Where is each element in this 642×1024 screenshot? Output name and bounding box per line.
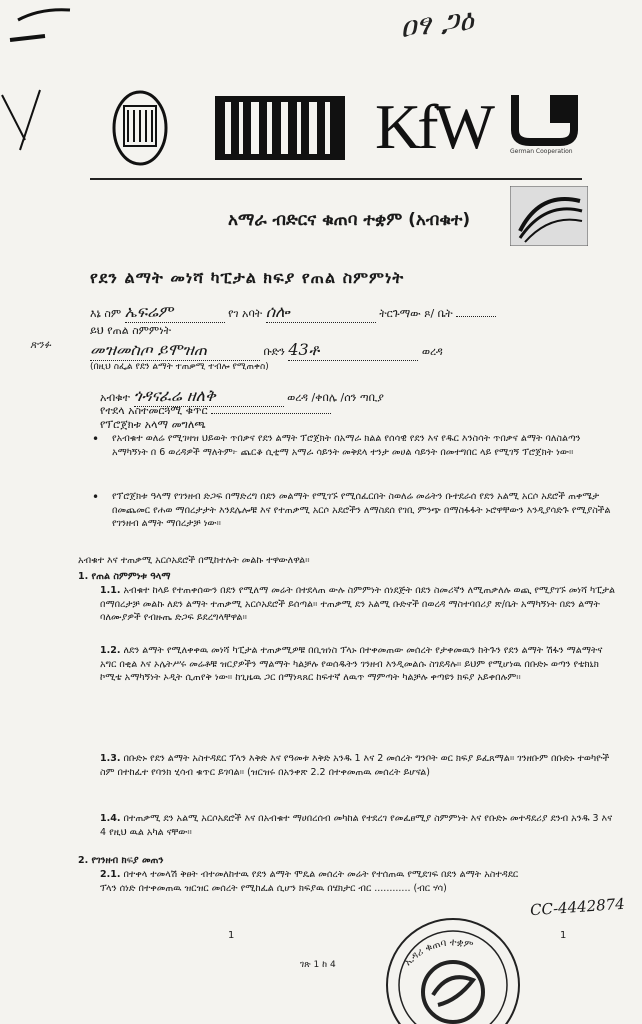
acsi-branch-value: ጎዳናፈሬ ዘለቅ [134, 386, 284, 407]
father-name-label: የገ አባት [228, 307, 263, 320]
bars-logo [215, 88, 345, 168]
form-line-7: የፕሮጀክቱ አላማ መግለጫ [100, 418, 206, 431]
bullet-dot-1: • [92, 432, 100, 446]
reference-number: CC-4442874 [529, 894, 626, 920]
woreda-label: ወረዳ [421, 345, 443, 358]
german-cooperation-logo [510, 90, 590, 170]
official-stamp [378, 900, 528, 1024]
office-blank [456, 316, 496, 317]
group-label: ቡድን [263, 345, 285, 358]
form-line-1 [90, 302, 496, 323]
intro-paragraph: አብቁተ እና ተጠቃሚ አርሶአደሮች በሚከተሉት መልኩ ተዋውለዋል። [78, 555, 310, 566]
footer-number-right: 1 [560, 930, 567, 941]
section-2-title: 2. የገንዘብ ክፍያ መጠን [78, 855, 164, 866]
clause-2-1-text: በተቀላ ተመላሽ ቅፀት ብተመለከተዉ የደን ልማት ሞዴል መሰረት መሬት የተሰጠዉ የሚደገፍ በደን ልማት አስተዳደር ፕላን ሰነድ በተቀመጠዉ ዝርዝር መሰረት የሚከፈል ሲሆን ክፍያዉ በሄክታር ብር ............ (ብር ሃሳ) [100, 869, 519, 894]
clause-1-2-text: ለደን ልማት የሚለቀቀዉ መነሻ ካፒታል ተጠቃሚዎቹ በቢዝነስ ፕላኑ በተቀመጠው መሰረት የታቀመዉን ከትጉን የደን ልማት ሽፋን ማልማትና አግር በቂል እና ኦሌትሥሩ መሬቶቹ ዝርያዎችን ማልማት ካልቻሉ የወሰዱትን ገንዘብ እንዲመልሱ ስገደዳሉ። ይህም የሚሆነዉ በቡድኑ ወጣን የቴክኒክ ኮሚቴ አማካኝነት ኦዲት ሲጠየቅ ነው። ከጊዜዉ ጋር በማነጻጸር ከፍተኛ ለዉጥ ማምጣት ካልቻሉ ቀጣዩን ክፍያ አይቀበሉም። [100, 645, 603, 683]
form-line-3 [90, 340, 443, 361]
office-label: ትርጉማው ጾ/ ቤት [379, 307, 453, 320]
cooperation-caption: German Cooperation [510, 148, 573, 155]
organization-name: አማራ ብድርና ቁጠባ ተቋም (አብቁተ) [228, 210, 471, 230]
handwritten-annotation-top: ዐፃ ጋዕ [398, 2, 476, 45]
bullet-text-1: የአብቁተ ወለሬ የሚገዛዝ ህይወት ጥበቃና የደን ልማት ፕሮጀክት በአማራ ክልል የሰሳዊ የደን እና የዱር እንስሳት ጥበቃና ልማት ባለስልጣን አማካኝነት በ 6 ወረዳዎች ማለትም፦ ጨርቆ ሲቲማ አማራ ሳይንት መቅደላ ተንታ መሀል ሳይንት በመተግበር ላይ የሚገኝ ፕሮጀክት ነው። [112, 433, 581, 458]
header-rule [90, 178, 582, 180]
clause-1-4 [100, 812, 620, 839]
clause-2-1 [100, 868, 520, 895]
clause-1-4-number: 1.4. [100, 813, 121, 824]
footer-number-left: 1 [228, 930, 235, 941]
clause-2-1-number: 2.1. [100, 869, 121, 880]
acsi-branch-suffix: ወረዳ /ቀበሌ /ሰን ጣቢያ [287, 391, 384, 404]
amhara-seal-logo [110, 88, 170, 168]
group-value: 43ቶ [288, 340, 418, 361]
kebele-value: መዝመስጦ ይሞዝጠ [90, 340, 260, 361]
bullet-dot-2: • [92, 490, 100, 504]
cooperation-mark-icon [510, 90, 580, 146]
clause-1-2-number: 1.2. [100, 645, 121, 656]
bullet-text-2: የፕሮጀክቱ ዓላማ የገንዘብ ድጋፍ በማድረግ በደን መልማት የሚገኙ የሚሰፈርበት ስወለሬ መሬትን ቡተደራሰ የደን አልሚ አርሶ አደሮች ጠቀሜታ በመጨመር የሐወ ማበረታታት እንደሌሎቹ እና የተጠቃሚ አርሶ አደሮችን ለማስደሰ የገቢ ምንጭ በማስፋፋት ኑሮዋቸውን እንዲያሳድጉ የሚያስችል የገንዘብ ልማት ማበረታቻ ነው። [112, 491, 611, 529]
clause-1-1-number: 1.1. [100, 585, 121, 596]
registration-number-blank [211, 413, 331, 414]
clause-1-2 [100, 644, 620, 685]
registration-number-label: የተደላ አስተመርጓሚ ቁጥር [100, 404, 208, 417]
name-value: ኤፍሬም [125, 302, 225, 323]
clause-1-3 [100, 752, 620, 779]
acsi-label: አብቁተ [100, 391, 131, 404]
page-number: ገጽ 1 ከ 4 [300, 960, 336, 970]
father-name-value: ሰሎ [266, 302, 376, 323]
clause-1-1 [100, 584, 620, 625]
acsi-logo [510, 186, 588, 246]
section-1-title: 1. የጠል ስምምነቱ ዓላማ [78, 571, 171, 582]
clause-1-3-text: በቡድኑ የደን ልማት አስተዳደር ፕላን እቅድ እና የዓመቱ እቅድ አንዱ 1 እና 2 መሰረት ግንቦት ወር ክፍያ ይፈጸማል። ገንዘቡም በቡድኑ ተወካዮች ስም በተከፈተ የባንክ ሂሳብ ቁጥር ይገባል። (ዝርዝሩ በአንቀጽ 2.2 በተቀመጠዉ መሰረት ይሆናል) [100, 753, 610, 778]
clause-1-3-number: 1.3. [100, 753, 121, 764]
clause-1-1-text: አብቁተ ከላይ የተጠቀሰውን በደን የሚለማ መሬት በተደላጠ ውሉ ስምምነት ሰነደጅት በደን ስመሪኛን ለሚጠቃለሉ ወጪ የሚያገኙ መነሻ ካፒታል በማበረታቻ መልኩ ለደን ልማት ተጠቃሚ አርሶአደሮች ይሰጣል። ተጠቃሚ ደን አልሚ ቡድኖች በወረዳ ማስተባበሪያ ጽ/ቤት አማካኝነት በደን ልማት ባለሙያዎች የብዙጤ ድጋፍ ይደረግላቸዋል። [100, 585, 616, 623]
clause-1-4-text: በተጠቃሚ ደን አልሚ አርሶአደሮች እና በአብቁተ ማሀበረሰብ መካከል የተደረገ የመፈፀሚያ ስምምነት እና የቡድኑ መተዳደሪያ ደንብ አንዱ 3 እና 4 የዚህ ዉል አካል ናቸው። [100, 813, 613, 838]
form-line-4-note: (በዚህ ስፌል የደን ልማት ተጠቃሚ ተብሎ የሚጠቀስ) [90, 362, 269, 372]
kfw-logo: KfW [375, 91, 491, 162]
form-line-6 [100, 404, 331, 418]
margin-handwritten-note: ጽንፉ [30, 338, 51, 351]
logo-row [110, 80, 590, 180]
form-line-2: ይህ የጠል ስምምነት [90, 324, 171, 337]
stamp-text: ኢዳሪ ቁጠባ ተቋም [402, 937, 475, 969]
name-label: እኔ ስም [90, 307, 122, 320]
document-title: የደን ልማት መነሻ ካፒታል ክፍያ የጠል ስምምነት [90, 268, 405, 287]
